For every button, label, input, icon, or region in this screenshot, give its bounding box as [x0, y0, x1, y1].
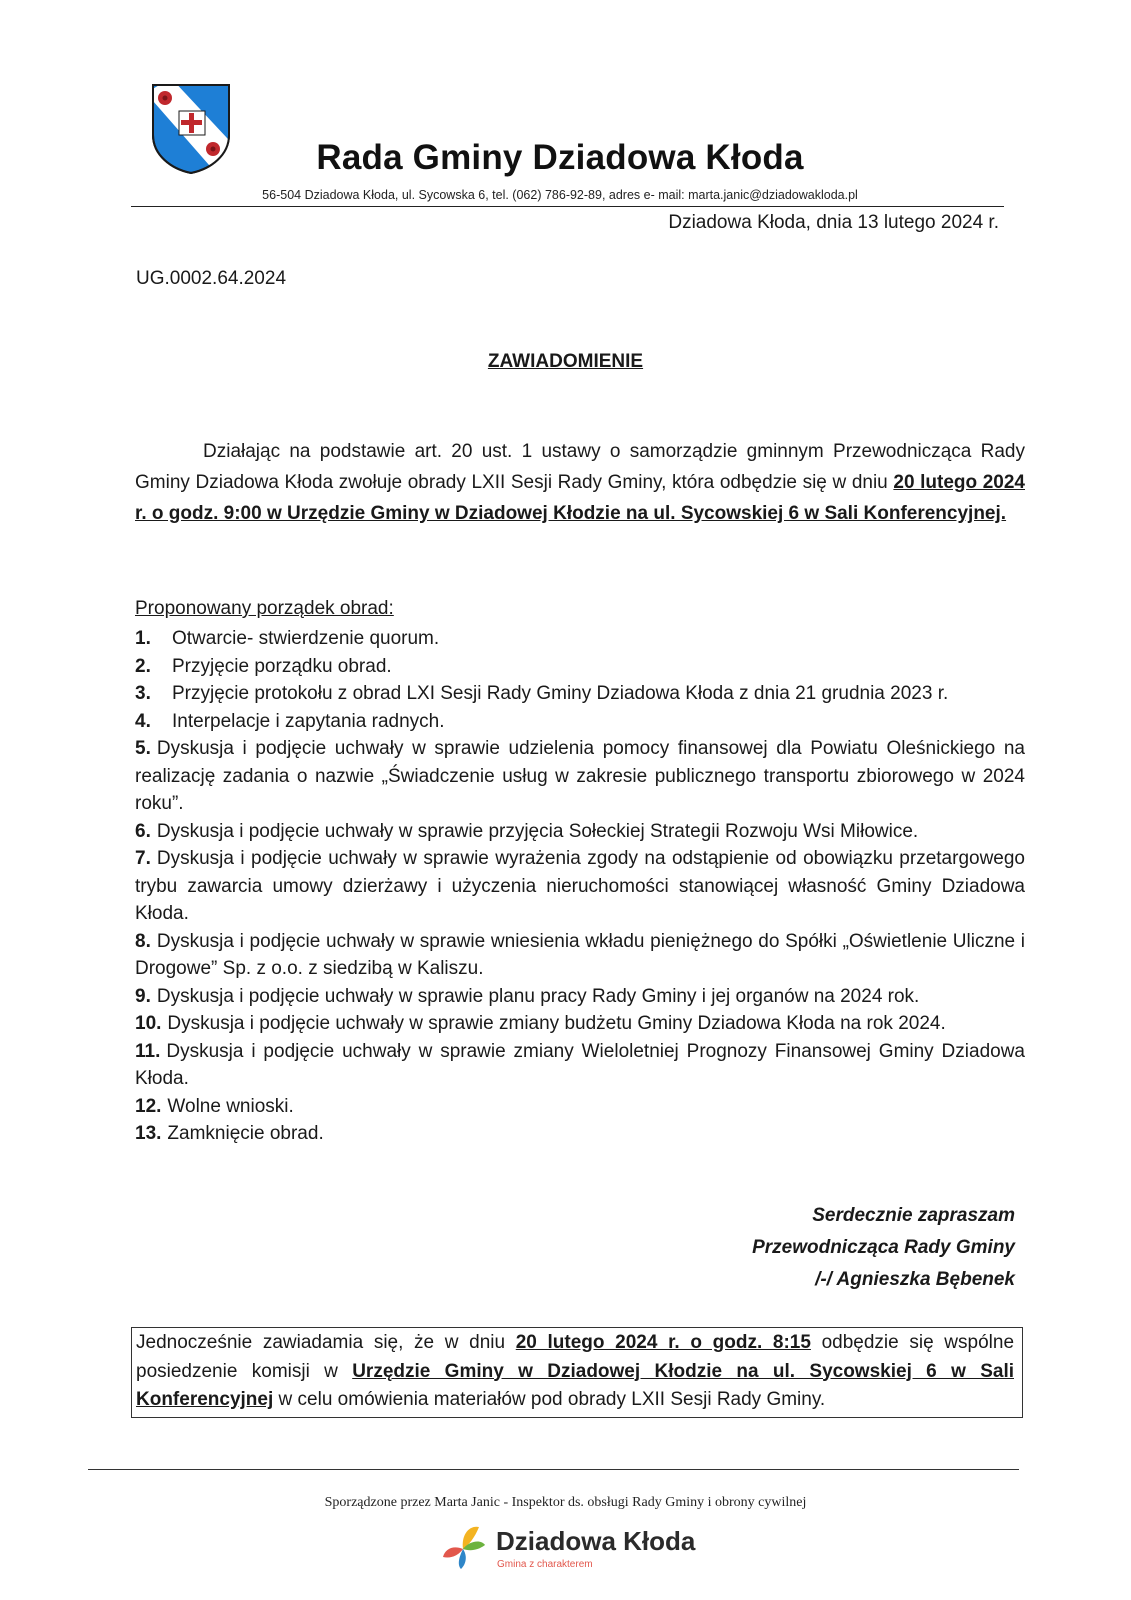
- agenda-item: 6. Dyskusja i podjęcie uchwały w sprawie przyjęcia Sołeckiej Strategii Rozwoju Wsi Miłowice.: [135, 820, 919, 842]
- council-address: 56-504 Dziadowa Kłoda, ul. Sycowska 6, tel. (062) 786-92-89, adres e- mail: marta.janic@dziadowakloda.pl: [262, 188, 858, 202]
- document-heading: ZAWIADOMIENIE: [487, 351, 644, 372]
- reference-number: UG.0002.64.2024: [136, 268, 287, 289]
- agenda-item: 11. Dyskusja i podjęcie uchwały w sprawie zmiany Wieloletniej Prognozy Finansowej Gminy Dziadowa Kłoda.: [135, 1040, 1025, 1089]
- agenda-list: [135, 625, 1025, 1148]
- document-date: Dziadowa Kłoda, dnia 13 lutego 2024 r.: [668, 212, 999, 233]
- footer-logo-name: Dziadowa Kłoda: [496, 1526, 696, 1556]
- committee-place: Urzędzie Gminy w Dziadowej Kłodzie na ul. Sycowskiej 6 w Sali Konferencyjnej: [136, 1360, 1014, 1410]
- signature-name: /-/ Agnieszka Bębenek: [815, 1269, 1015, 1290]
- prepared-by: Sporządzone przez Marta Janic - Inspektor ds. obsługi Rady Gminy i obrony cywilnej: [324, 1495, 807, 1510]
- butterfly-logo-icon: [439, 1523, 489, 1573]
- header-divider: [131, 206, 1004, 207]
- agenda-title: Proponowany porządek obrad:: [135, 598, 394, 619]
- agenda-item: 3. Przyjęcie protokołu z obrad LXI Sesji Rady Gminy Dziadowa Kłoda z dnia 21 grudnia 2023 r.: [135, 683, 949, 704]
- agenda-item: 8. Dyskusja i podjęcie uchwały w sprawie wniesienia wkładu pieniężnego do Spółki „Oświetlenie Uliczne i Drogowe” Sp. z o.o. z siedzibą w Kaliszu.: [135, 930, 1025, 979]
- agenda-item: 13. Zamknięcie obrad.: [135, 1123, 324, 1144]
- agenda-item: 9. Dyskusja i podjęcie uchwały w sprawie planu pracy Rady Gminy i jej organów na 2024 rok.: [135, 985, 920, 1007]
- coat-of-arms-icon: [151, 83, 231, 175]
- intro-session-details: 20 lutego 2024 r. o godz. 9:00 w Urzędzie Gminy w Dziadowej Kłodzie na ul. Sycowskiej 6 w Sali Konferencyjnej.: [135, 472, 1025, 524]
- intro-text: Działając na podstawie art. 20 ust. 1 ustawy o samorządzie gminnym Przewodnicząca Rady Gminy Dziadowa Kłoda zwołuje obrady LXII Sesji Rady Gminy, która odbędzie się w dniu: [135, 441, 1025, 493]
- agenda-item: 10. Dyskusja i podjęcie uchwały w sprawie zmiany budżetu Gminy Dziadowa Kłoda na rok 2024.: [135, 1013, 946, 1034]
- agenda-item: 5. Dyskusja i podjęcie uchwały w sprawie udzielenia pomocy finansowej dla Powiatu Oleśnickiego na realizację zadania o nazwie „Świadczenie usług w zakresie publicznego transportu zbiorowego w 2024 roku”.: [135, 738, 1025, 814]
- footer-logo-tagline: Gmina z charakterem: [497, 1559, 593, 1570]
- intro-paragraph: [135, 436, 1025, 529]
- agenda-item: 7. Dyskusja i podjęcie uchwały w sprawie wyrażenia zgody na odstąpienie od obowiązku przetargowego trybu zawarcia umowy dzierżawy i użyczenia nieruchomości stanowiącej własność Gminy Dziadowa Kłoda.: [135, 848, 1025, 924]
- council-title: Rada Gminy Dziadowa Kłoda: [316, 138, 804, 177]
- agenda-item: 12. Wolne wnioski.: [135, 1095, 294, 1117]
- agenda-item: 2. Przyjęcie porządku obrad.: [135, 655, 392, 677]
- agenda-item: 1. Otwarcie- stwierdzenie quorum.: [135, 628, 440, 649]
- signature-greeting: Serdecznie zapraszam: [812, 1205, 1015, 1226]
- committee-notice-box: Jednocześnie zawiadamia się, że w dniu 20 lutego 2024 r. o godz. 8:15 odbędzie się wspólne posiedzenie komisji w Urzędzie Gminy w Dziadowej Kłodzie na ul. Sycowskiej 6 w Sali Konferencyjnej w celu omówienia materiałów pod obrady LXII Sesji Rady Gminy.: [131, 1327, 1023, 1418]
- signature-block: [600, 1200, 1015, 1296]
- footer-divider: [88, 1469, 1019, 1470]
- agenda-item: 4. Interpelacje i zapytania radnych.: [135, 710, 445, 732]
- signature-role: Przewodnicząca Rady Gminy: [752, 1237, 1015, 1258]
- committee-date: 20 lutego 2024 r. o godz. 8:15: [515, 1332, 811, 1353]
